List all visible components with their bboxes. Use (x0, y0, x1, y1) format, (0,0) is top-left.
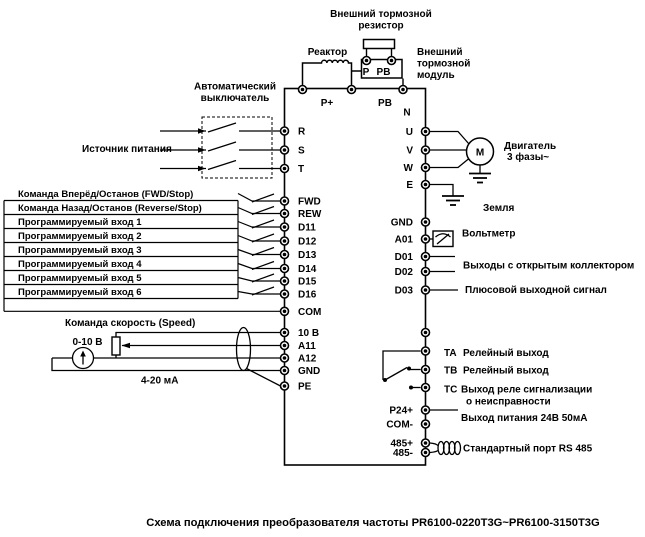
terminal-r-label: R (298, 126, 306, 138)
terminal-n (399, 86, 407, 94)
motor-wires (430, 132, 480, 174)
potentiometer-symbol (112, 333, 281, 359)
input-row-label-4: Программируемый вход 2 (18, 231, 142, 242)
motor-ground-icon (469, 174, 491, 183)
terminal-d02 (422, 268, 430, 276)
terminal-di5-label: D15 (298, 276, 317, 288)
terminal-d02-label: D02 (394, 267, 413, 278)
brake-module-label-line2: тормозной (417, 58, 471, 70)
terminal-t (281, 165, 289, 173)
terminal-tb (422, 366, 430, 374)
fault-relay-label-line2: о неисправности (466, 396, 551, 408)
terminal-di4-label: D14 (298, 264, 317, 275)
terminal-unlabeled (422, 329, 430, 337)
terminal-e (422, 181, 430, 189)
terminal-e-label: E (406, 180, 413, 191)
terminal-pe-label: PE (298, 381, 312, 393)
rs485-label: Стандартный порт RS 485 (463, 443, 593, 455)
breaker-label-line2: выключатель (200, 93, 270, 104)
terminal-485minus-label: 485- (392, 448, 413, 459)
terminal-s (281, 146, 289, 154)
brake-module-terminal-p (363, 57, 371, 65)
open-collector-wires (430, 257, 458, 291)
input-row-label-5: Программируемый вход 3 (18, 245, 142, 256)
input-switches (238, 194, 281, 296)
terminal-n-label: N (403, 107, 411, 119)
terminal-gnd-left (281, 367, 289, 375)
terminal-di2-label: D12 (298, 236, 317, 248)
plus-signal-label: Плюсовой выходной сигнал (465, 285, 607, 296)
relay-symbol (383, 351, 421, 390)
brake-module-terminal-pb (388, 57, 396, 65)
terminal-u-label: U (405, 127, 413, 138)
earth-ground-icon (442, 196, 464, 205)
terminal-gnd-right (422, 218, 430, 226)
terminal-di2 (281, 237, 289, 245)
brake-module-label-line3: модуль (417, 70, 455, 81)
terminal-pb-label: PB (378, 98, 392, 109)
terminal-com (281, 307, 289, 315)
terminal-pb (348, 86, 356, 94)
input-row-label-2: Команда Назад/Останов (Reverse/Stop) (18, 203, 202, 214)
earth-wire (430, 185, 453, 197)
terminal-10v (281, 329, 289, 337)
terminal-pe (281, 382, 289, 390)
brake-resistor-symbol (364, 40, 395, 49)
terminal-d03-label: D03 (394, 285, 413, 297)
terminal-p-plus (299, 86, 307, 94)
motor-letter: М (475, 147, 485, 159)
terminal-tc-label: TC (444, 384, 458, 396)
terminal-p24-label: P24+ (389, 405, 413, 417)
speed-command-label: Команда скорость (Speed) (65, 318, 196, 329)
terminal-a01-label: A01 (394, 234, 413, 246)
terminal-com-label: COM (298, 307, 322, 318)
terminal-gnd-left-label: GND (298, 366, 321, 377)
input-row-label-1: Команда Вперёд/Останов (FWD/Stop) (18, 189, 194, 200)
terminal-v (422, 146, 430, 154)
power-source-label: Источник питания (82, 144, 172, 155)
input-row-label-3: Программируемый вход 1 (18, 217, 142, 228)
motor-label-line1: Двигатель (504, 141, 557, 152)
terminal-10v-label: 10 В (298, 328, 320, 339)
voltmeter-symbol (430, 231, 453, 247)
earth-label: Земля (483, 203, 515, 214)
reactor-label: Реактор (307, 47, 348, 58)
brake-resistor-label-line2: резистор (358, 20, 404, 32)
terminal-a11 (281, 342, 289, 350)
terminal-a12 (281, 354, 289, 362)
terminal-485minus (422, 449, 430, 457)
breaker-label-line1: Автоматический (194, 81, 276, 93)
brake-resistor-label-line1: Внешний тормозной (330, 9, 432, 20)
terminal-fwd-label: FWD (298, 196, 321, 208)
terminal-rew-label: REW (298, 209, 322, 220)
terminal-r (281, 127, 289, 135)
terminal-d03 (422, 286, 430, 294)
terminal-tb-label: TB (444, 365, 458, 377)
current-source-symbol (52, 348, 281, 371)
terminal-ta-label: TA (444, 348, 457, 359)
relay-a-label: Релейный выход (463, 348, 549, 359)
shield-symbol (237, 328, 251, 371)
terminal-di4 (281, 265, 289, 273)
terminal-di1 (281, 223, 289, 231)
terminal-a12-label: A12 (298, 353, 317, 365)
current-range-label: 4-20 мА (141, 375, 179, 387)
terminal-tc (422, 384, 430, 392)
terminal-w (422, 164, 430, 172)
terminal-t-label: T (298, 164, 305, 175)
terminal-com-minus (422, 420, 430, 428)
terminal-di3-label: D13 (298, 250, 317, 261)
terminal-485plus-label: 485+ (390, 438, 413, 450)
terminal-v-label: V (406, 145, 413, 157)
terminal-p-plus-label: P+ (320, 98, 334, 109)
terminal-d01 (422, 253, 430, 261)
terminal-a01 (422, 235, 430, 243)
input-row-label-6: Программируемый вход 4 (18, 259, 142, 270)
brake-module-terminal-pb-label: РВ (376, 67, 391, 78)
terminal-d01-label: D01 (394, 252, 413, 263)
motor-label-line2: 3 фазы~ (507, 152, 550, 163)
terminal-di5 (281, 277, 289, 285)
terminal-ta (422, 347, 430, 355)
input-row-label-8: Программируемый вход 6 (18, 287, 142, 298)
voltmeter-label: Вольтметр (462, 228, 516, 240)
breaker-switches (160, 123, 281, 171)
terminal-gnd-right-label: GND (390, 217, 413, 229)
rs485-coil-symbol (430, 442, 461, 455)
reactor-symbol (303, 60, 362, 88)
terminal-485plus (422, 439, 430, 447)
terminal-s-label: S (298, 145, 305, 157)
brake-module-terminal-p-label: Р (362, 67, 370, 78)
terminal-di6 (281, 290, 289, 298)
brake-resistor-leads (367, 49, 392, 58)
terminal-u (422, 128, 430, 136)
power-out-label: Выход питания 24В 50мА (461, 413, 588, 424)
terminal-di1-label: D11 (298, 222, 316, 234)
terminal-rew (281, 210, 289, 218)
terminal-com-minus-label: COM- (386, 419, 413, 431)
terminal-fwd (281, 197, 289, 205)
fault-relay-label-line1: Выход реле сигнализации (461, 384, 593, 396)
terminal-di6-label: D16 (298, 289, 317, 301)
terminal-di3 (281, 251, 289, 259)
terminal-p24 (422, 406, 430, 414)
terminal-w-label: W (403, 163, 413, 174)
open-collector-label: Выходы с открытым коллектором (463, 260, 635, 272)
terminal-a11-label: A11 (298, 341, 316, 352)
diagram-caption: Схема подключения преобразователя частоты PR6100-0220T3G~PR6100-3150T3G (146, 517, 600, 529)
relay-b-label: Релейный выход (463, 365, 549, 377)
input-row-label-7: Программируемый вход 5 (18, 273, 142, 284)
brake-module-label-line1: Внешний (417, 47, 463, 58)
voltage-range-label: 0-10 В (72, 337, 103, 348)
